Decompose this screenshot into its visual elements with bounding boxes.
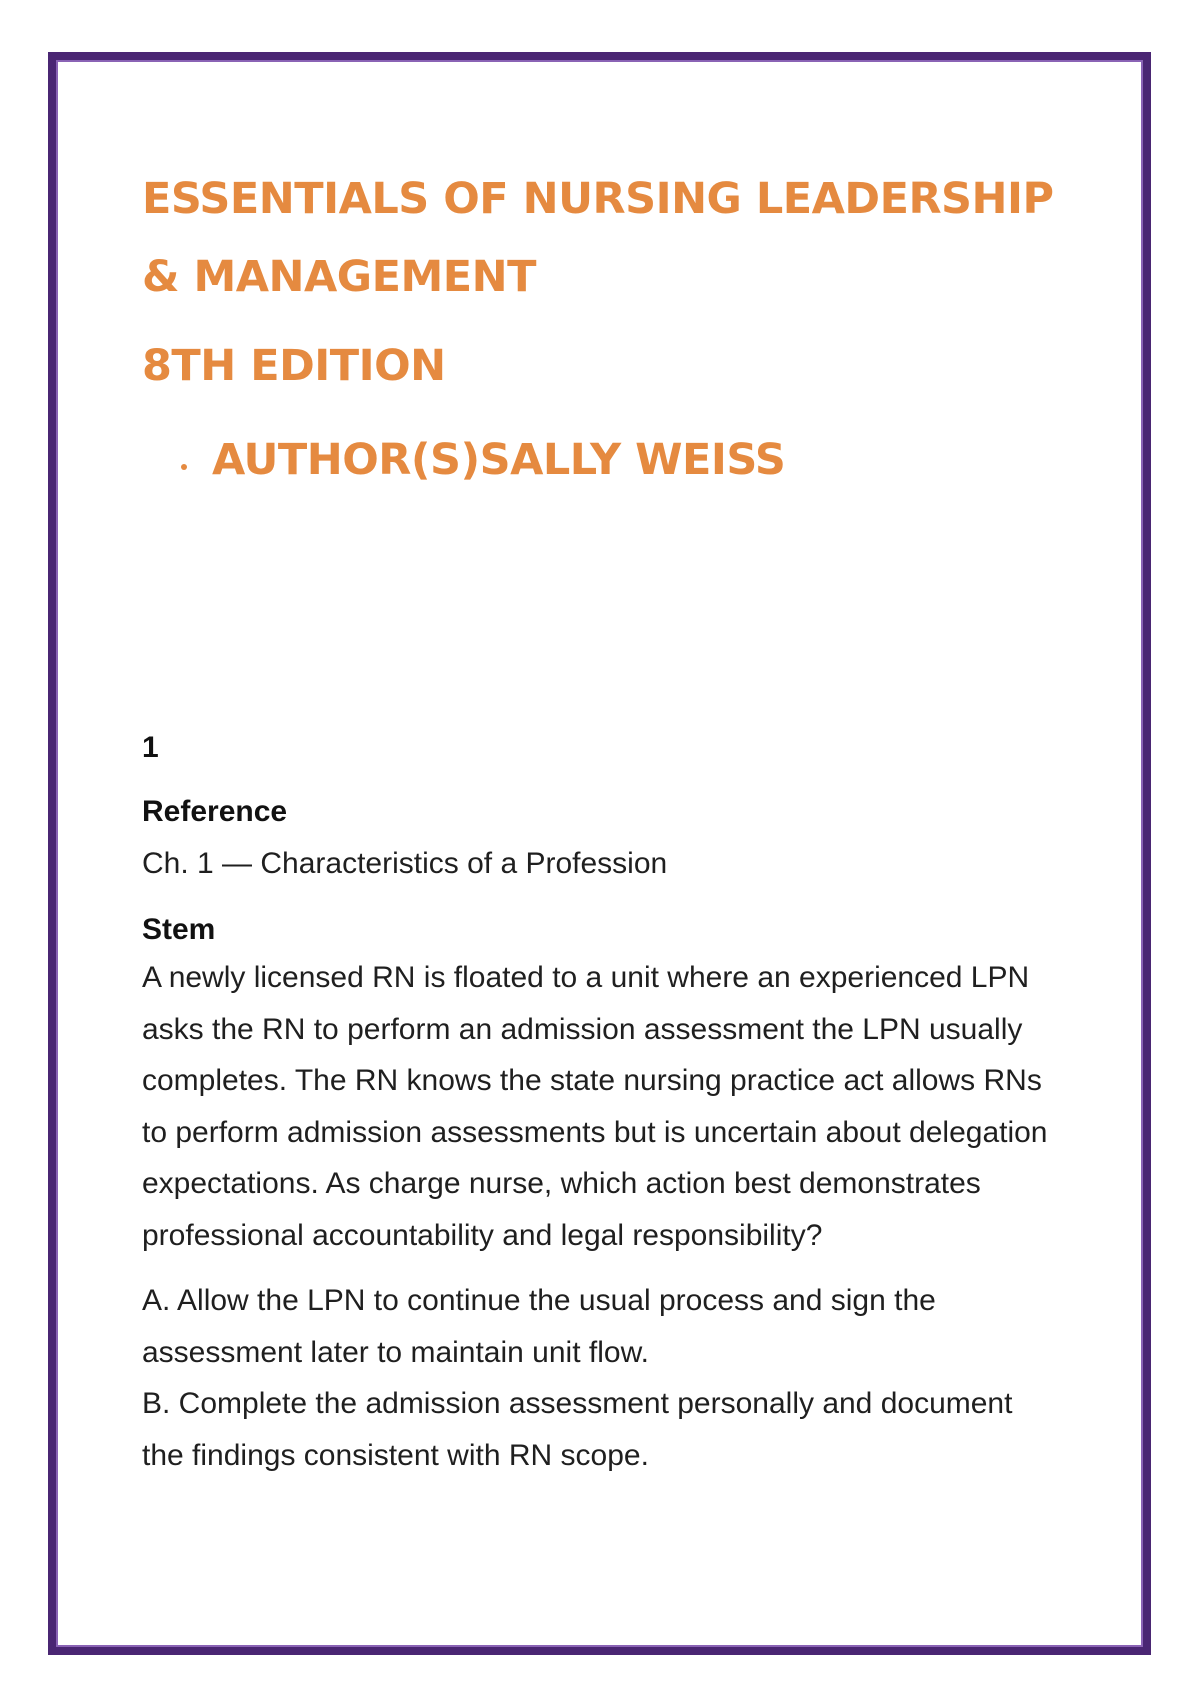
document-title: ESSENTIALS OF NURSING LEADERSHIP & MANAGEMENT: [142, 174, 1054, 302]
answer-option-a: A. Allow the LPN to continue the usual process and sign the assessment later to maintain unit flow.: [142, 1284, 936, 1369]
answer-option-b: B. Complete the admission assessment personally and document the findings consistent with RN scope.: [142, 1387, 1013, 1472]
bullet-dot-icon: [181, 464, 187, 470]
stem-label: Stem: [142, 913, 216, 946]
document-edition: 8TH EDITION: [142, 341, 446, 391]
document-author: AUTHOR(S)SALLY WEISS: [212, 435, 786, 485]
answer-options: [142, 1275, 1072, 1481]
author-line: [142, 428, 1072, 492]
reference-label: Reference: [142, 795, 288, 828]
reference-text: Ch. 1 — Characteristics of a Profession: [142, 847, 668, 880]
stem-text: A newly licensed RN is floated to a unit where an experienced LPN asks the RN to perform an admission assessment the LPN usually completes. The RN knows the state nursing practice act allows RNs to perform admission assessments but is uncertain about delegation expectations. As charge nurse, which action best demonstrates professional accountability and legal responsibility?: [142, 961, 1048, 1252]
document-content: [142, 160, 1072, 1481]
question-number: 1: [142, 731, 159, 764]
